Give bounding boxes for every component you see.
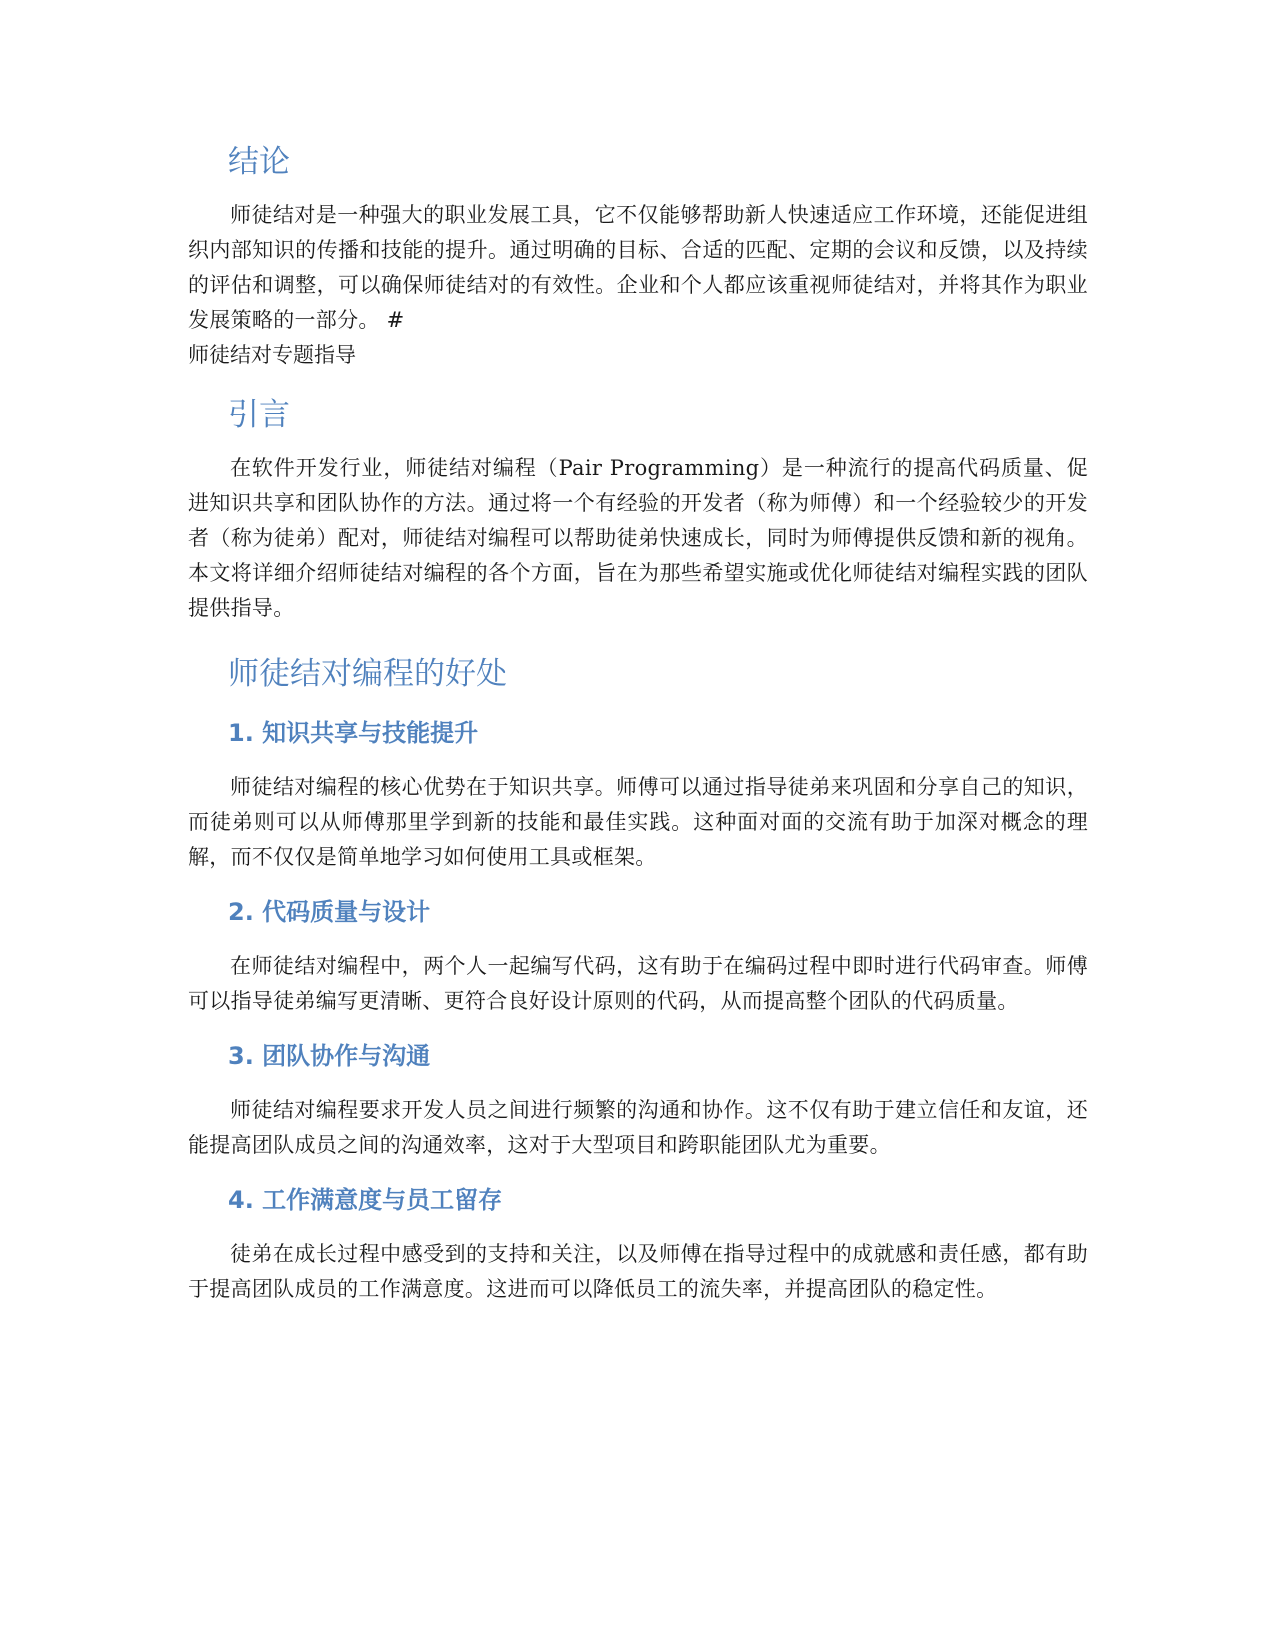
benefits-heading: 师徒结对编程的好处 — [228, 656, 507, 692]
benefit-3-title: 3. 团队协作与沟通 — [228, 1042, 431, 1070]
document-page — [188, 140, 1088, 1307]
benefit-4-text: 徒弟在成长过程中感受到的支持和关注，以及师傅在指导过程中的成就感和责任感，都有助于提高团队成员的工作满意度。这进而可以降低员工的流失率，并提高团队的稳定性。 — [188, 1242, 1088, 1301]
benefit-3-text: 师徒结对编程要求开发人员之间进行频繁的沟通和协作。这不仅有助于建立信任和友谊，还能提高团队成员之间的沟通效率，这对于大型项目和跨职能团队尤为重要。 — [188, 1098, 1088, 1157]
benefit-1-title: 1. 知识共享与技能提升 — [228, 719, 479, 747]
conclusion-heading: 结论 — [228, 144, 290, 180]
benefit-2-text: 在师徒结对编程中，两个人一起编写代码，这有助于在编码过程中即时进行代码审查。师傅可以指导徒弟编写更清晰、更符合良好设计原则的代码，从而提高整个团队的代码质量。 — [188, 954, 1088, 1013]
intro-paragraph: 在软件开发行业，师徒结对编程（Pair Programming）是一种流行的提高代码质量、促进知识共享和团队协作的方法。通过将一个有经验的开发者（称为师傅）和一个经验较少的开发者（称为徒弟）配对，师徒结对编程可以帮助徒弟快速成长，同时为师傅提供反馈和新的视角。本文将详细介绍师徒结对编程的各个方面，旨在为那些希望实施或优化师徒结对编程实践的团队提供指导。 — [188, 456, 1088, 620]
conclusion-paragraph: 师徒结对是一种强大的职业发展工具，它不仅能够帮助新人快速适应工作环境，还能促进组织内部知识的传播和技能的提升。通过明确的目标、合适的匹配、定期的会议和反馈，以及持续的评估和调整，可以确保师徒结对的有效性。企业和个人都应该重视师徒结对，并将其作为职业发展策略的一部分。 # — [188, 203, 1088, 332]
intro-heading: 引言 — [228, 397, 290, 433]
benefit-2-title: 2. 代码质量与设计 — [228, 898, 431, 926]
benefit-4-title: 4. 工作满意度与员工留存 — [228, 1186, 503, 1214]
benefit-1-text: 师徒结对编程的核心优势在于知识共享。师傅可以通过指导徒弟来巩固和分享自己的知识，而徒弟则可以从师傅那里学到新的技能和最佳实践。这种面对面的交流有助于加深对概念的理解，而不仅仅是简单地学习如何使用工具或框架。 — [188, 775, 1088, 869]
document-title: 师徒结对专题指导 — [188, 343, 356, 367]
